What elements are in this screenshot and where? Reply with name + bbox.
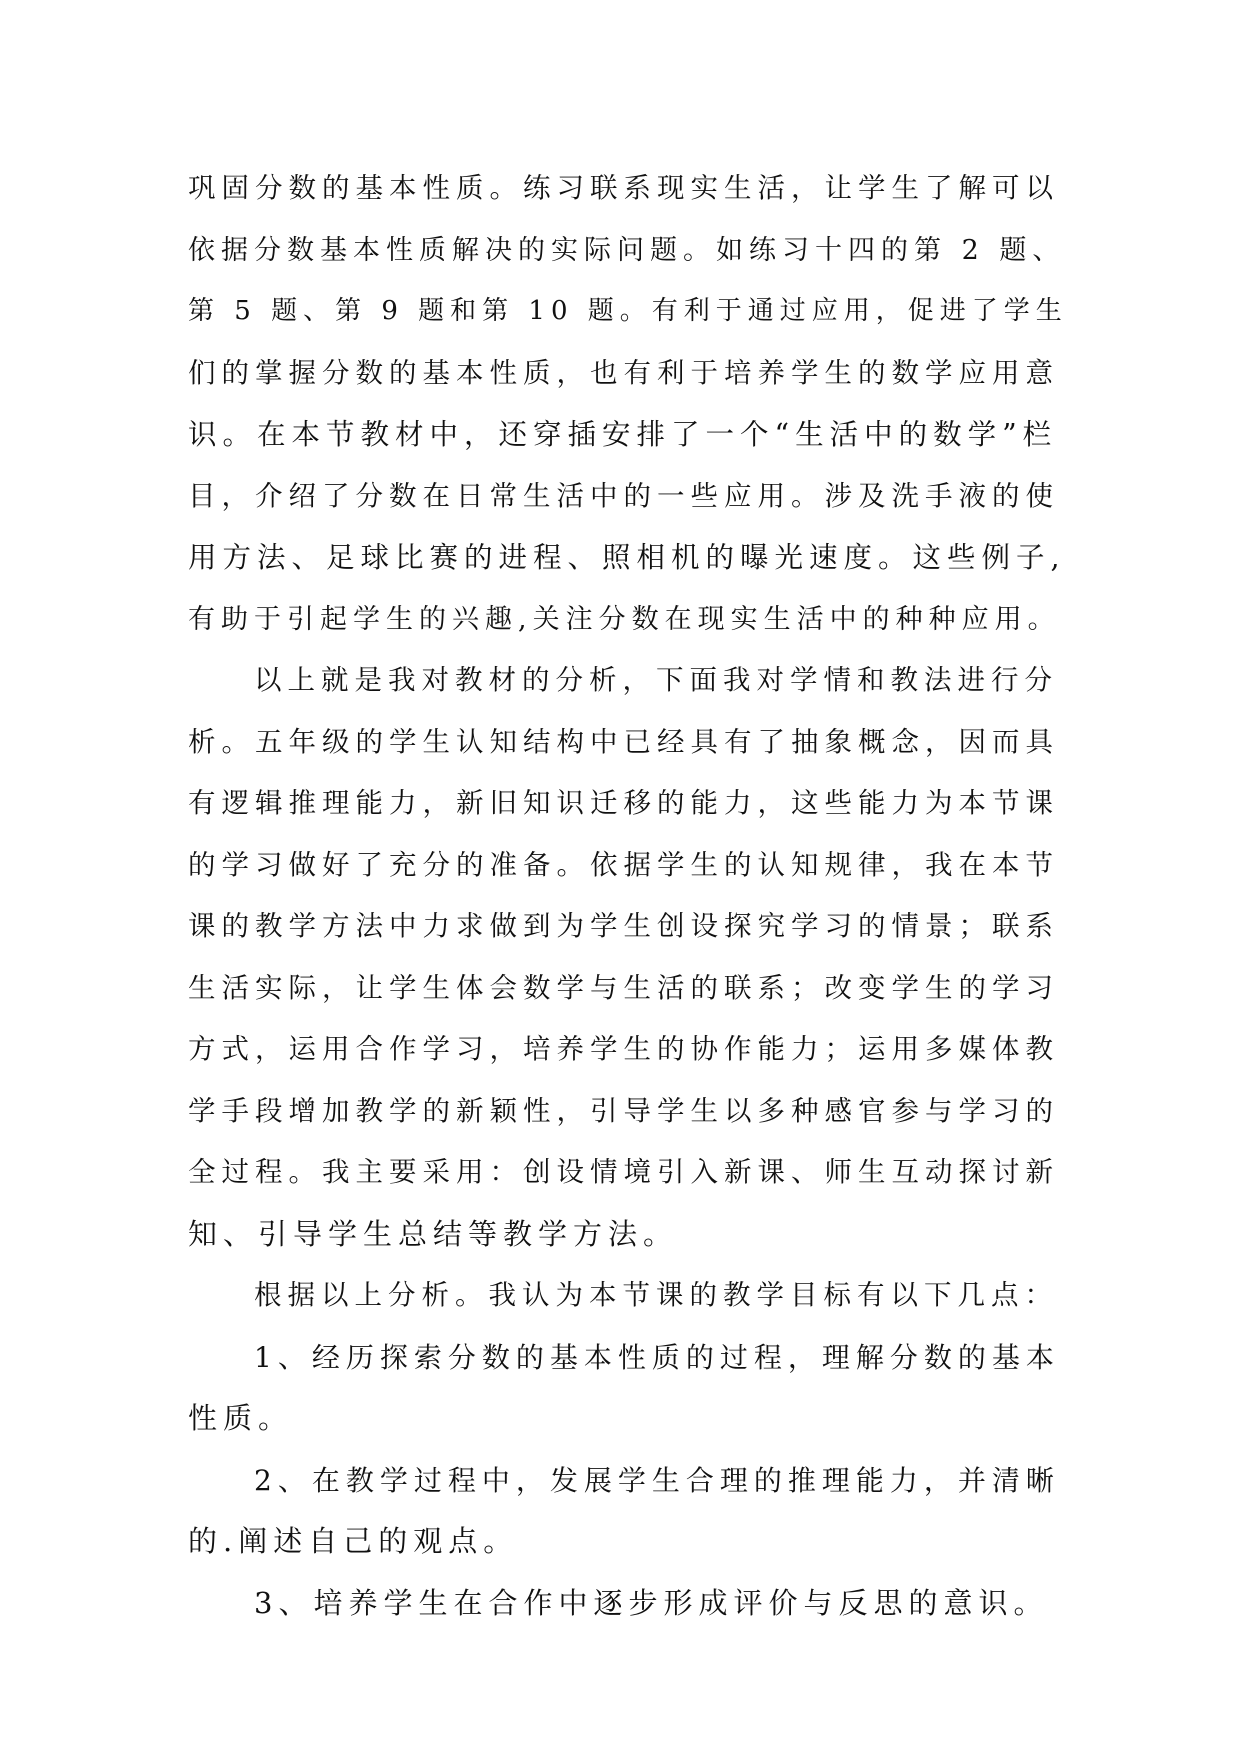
document-body xyxy=(188,158,1068,1634)
text-line: 依据分数基本性质解决的实际问题。如练习十四的第 2 题、 xyxy=(188,234,1066,266)
text-line: 识。在本节教材中，还穿插安排了一个“生活中的数学”栏 xyxy=(188,418,1058,451)
text-line: 第 5 题、第 9 题和第 10 题。有利于通过应用，促进了学生 xyxy=(188,296,1068,326)
text-line: 析。五年级的学生认知结构中已经具有了抽象概念，因而具 xyxy=(188,725,1059,758)
text-line: 以上就是我对教材的分析，下面我对学情和教法进行分 xyxy=(254,664,1058,696)
text-line: 用方法、足球比赛的进程、照相机的曝光速度。这些例子, xyxy=(188,541,1066,574)
text-line: 1、经历探索分数的基本性质的过程，理解分数的基本 xyxy=(254,1340,1060,1374)
text-line: 学手段增加教学的新颖性，引导学生以多种感官参与学习的 xyxy=(188,1094,1059,1127)
text-line: 2、在教学过程中，发展学生合理的推理能力，并清晰 xyxy=(254,1463,1060,1497)
text-line: 3、培养学生在合作中逐步形成评价与反思的意识。 xyxy=(254,1585,1049,1620)
text-line: 目，介绍了分数在日常生活中的一些应用。涉及洗手液的使 xyxy=(188,479,1059,512)
text-line: 生活实际，让学生体会数学与生活的联系；改变学生的学习 xyxy=(188,971,1059,1004)
text-line: 根据以上分析。我认为本节课的教学目标有以下几点： xyxy=(254,1279,1058,1311)
text-line: 的.阐述自己的观点。 xyxy=(188,1524,519,1558)
text-line: 们的掌握分数的基本性质，也有利于培养学生的数学应用意 xyxy=(188,356,1059,389)
text-line: 课的教学方法中力求做到为学生创设探究学习的情景；联系 xyxy=(188,910,1059,942)
text-line: 全过程。我主要采用：创设情境引入新课、师生互动探讨新 xyxy=(188,1156,1059,1188)
text-line: 性质。 xyxy=(188,1401,294,1435)
text-line: 有逻辑推理能力，新旧知识迁移的能力，这些能力为本节课 xyxy=(188,787,1059,819)
text-line: 知、引导学生总结等教学方法。 xyxy=(188,1216,679,1251)
text-line: 的学习做好了充分的准备。依据学生的认知规律，我在本节 xyxy=(188,848,1059,881)
text-line: 巩固分数的基本性质。练习联系现实生活，让学生了解可以 xyxy=(188,172,1059,204)
text-line: 有助于引起学生的兴趣,关注分数在现实生活中的种种应用。 xyxy=(188,603,1061,635)
text-line: 方式，运用合作学习，培养学生的协作能力；运用多媒体教 xyxy=(188,1033,1059,1065)
